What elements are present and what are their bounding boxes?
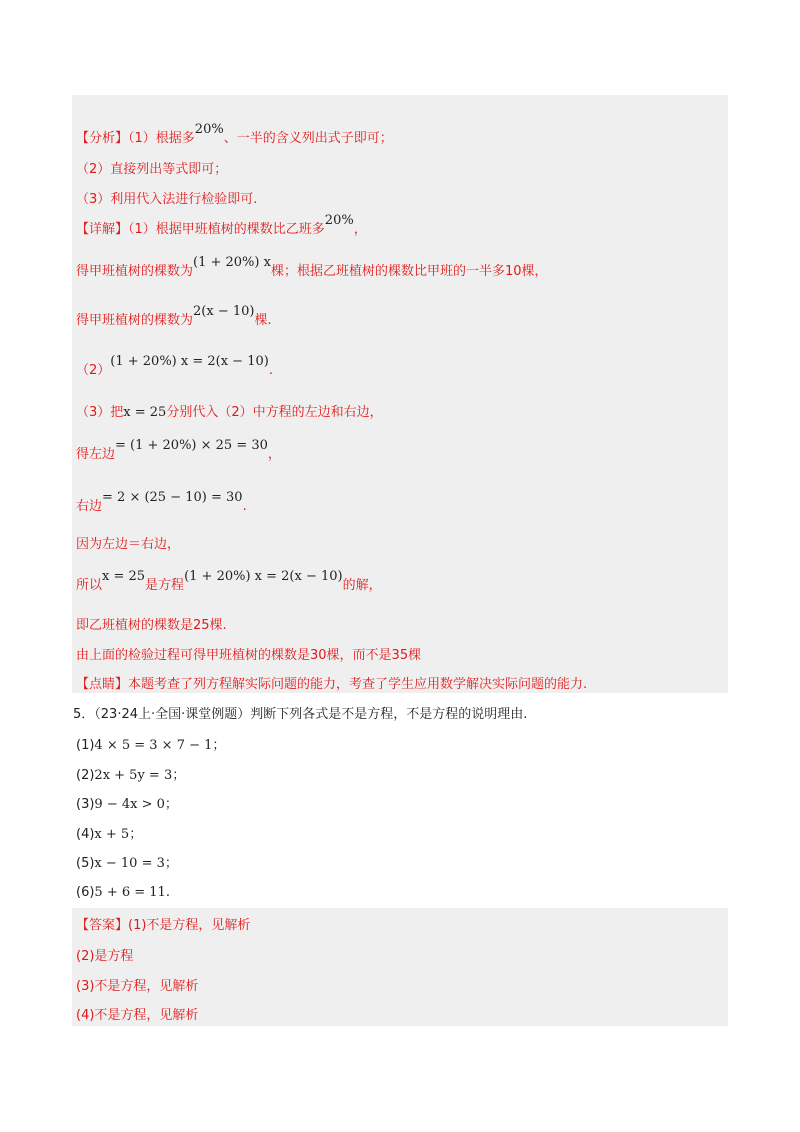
detail-line-3: 得甲班植树的棵数为2(x − 10)棵. [76,304,272,328]
solution-block [72,95,728,693]
math-equation: x = 25 [102,569,146,584]
question-5-stem: 5．（23·24上·全国·课堂例题）判断下列各式是不是方程，不是方程的说明理由. [73,707,528,722]
answer-line-2: (2)是方程 [76,949,134,964]
detail-line-5: （3）把x = 25分别代入（2）中方程的左边和右边， [76,405,383,420]
detail-line-11: 由上面的检验过程可得甲班植树的棵数是30棵，而不是35棵 [76,648,422,663]
question-item: (5)x − 10 = 3； [76,856,178,871]
analysis-label: 【分析】 [76,131,129,146]
analysis-line-2: （2）直接列出等式即可； [76,162,228,177]
question-item: (6)5 + 6 = 11. [76,885,170,900]
detail-label: 【详解】 [76,222,129,237]
answer-line-4: (4)不是方程，见解析 [76,1008,199,1023]
question-item: (3)9 − 4x > 0； [76,797,178,812]
comment-line: 【点睛】本题考查了列方程解实际问题的能力，考查了学生应用数学解决实际问题的能力. [76,677,588,692]
analysis-line-3: （3）利用代入法进行检验即可. [76,192,258,207]
math-percent: 20% [324,213,354,228]
math-equation: (1 + 20%) x = 2(x − 10) [110,354,269,369]
question-item: (1)4 × 5 = 3 × 7 − 1； [76,738,226,753]
detail-line-4: （2）(1 + 20%) x = 2(x − 10). [76,354,273,378]
math-expression: 2(x − 10) [193,304,255,319]
math-expression: (1 + 20%) x [193,255,271,270]
detail-line-10: 即乙班植树的棵数是25棵. [76,618,227,633]
analysis-line-1: 【分析】（1）根据多20%、一半的含义列出式子即可； [76,122,393,146]
detail-line-7: 右边= 2 × (25 − 10) = 30. [76,490,247,514]
answer-line-3: (3)不是方程，见解析 [76,979,199,994]
detail-line-6: 得左边= (1 + 20%) × 25 = 30， [76,438,281,462]
math-equation: = (1 + 20%) × 25 = 30 [115,438,268,453]
question-item: (4)x + 5； [76,827,143,842]
answer-label: 【答案】 [76,918,129,933]
math-equation: = 2 × (25 − 10) = 30 [102,490,243,505]
math-equation: x = 25 [123,405,167,420]
detail-line-2: 得甲班植树的棵数为(1 + 20%) x棵；根据乙班植树的棵数比甲班的一半多10棵， [76,255,548,279]
comment-label: 【点睛】 [76,677,129,692]
detail-line-9: 所以x = 25是方程(1 + 20%) x = 2(x − 10)的解， [76,569,382,593]
math-equation: (1 + 20%) x = 2(x − 10) [184,569,343,584]
detail-line-1: 【详解】（1）根据甲班植树的棵数比乙班多20%， [76,213,367,237]
detail-line-8: 因为左边＝右边， [76,537,181,552]
question-item: (2)2x + 5y = 3； [76,768,186,783]
answer-line-1: 【答案】(1)不是方程，见解析 [76,918,251,933]
math-percent: 20% [194,122,224,137]
